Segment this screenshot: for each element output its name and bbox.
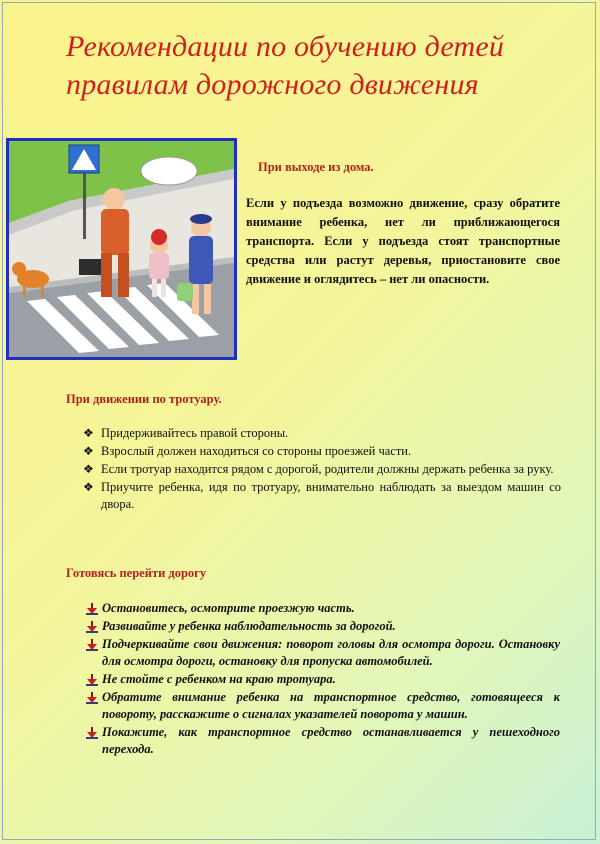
section-heading-leaving-home: При выходе из дома. bbox=[258, 160, 374, 174]
list-item: Развивайте у ребенка наблюдательность за дорогой. bbox=[86, 618, 560, 635]
list-item: Покажите, как транспортное средство останавливается у пешеходного перехода. bbox=[86, 724, 560, 758]
section-heading-crossing: Готовясь перейти дорогу bbox=[66, 566, 207, 580]
list-item: ❖ Взрослый должен находиться со стороны проезжей части. bbox=[83, 444, 412, 458]
arrow-down-bullet-icon bbox=[86, 692, 98, 704]
section-paragraph-leaving-home: Если у подъезда возможно движение, сразу обратите внимание ребенка, нет ли приближающегося транспорта. Если у подъезда стоят транспортные средства или растут деревья, приостановите свое движение и оглядитесь – нет ли опасности. bbox=[246, 196, 560, 286]
arrow-down-bullet-icon bbox=[86, 639, 98, 651]
list-item: ❖ Если тротуар находится рядом с дорогой, родители должны держать ребенка за руку. bbox=[83, 462, 554, 476]
section-heading-sidewalk: При движении по тротуару. bbox=[66, 392, 222, 406]
arrow-down-bullet-icon bbox=[86, 603, 98, 615]
crossing-rules-list bbox=[86, 600, 560, 759]
diamond-bullet-icon: ❖ bbox=[83, 480, 94, 494]
arrow-down-bullet-icon bbox=[86, 674, 98, 686]
crosswalk-illustration bbox=[6, 138, 237, 360]
list-item: ❖ Придерживайтесь правой стороны. bbox=[83, 426, 289, 440]
crosswalk-scene bbox=[9, 141, 234, 357]
diamond-bullet-icon: ❖ bbox=[83, 426, 94, 440]
list-item: Остановитесь, осмотрите проезжую часть. bbox=[86, 600, 560, 617]
list-item: Обратите внимание ребенка на транспортное средство, готовящееся к повороту, расскажите о сигналах указателей поворота у машин. bbox=[86, 689, 560, 723]
diamond-bullet-icon: ❖ bbox=[83, 444, 94, 458]
arrow-down-bullet-icon bbox=[86, 727, 98, 739]
page-title: Рекомендации по обучению детей правилам дорожного движения bbox=[66, 30, 505, 101]
list-item: ❖ Приучите ребенка, идя по тротуару, внимательно наблюдать за выездом машин со двора. bbox=[83, 480, 561, 511]
sidewalk-rules-list bbox=[83, 425, 561, 514]
list-item: Не стойте с ребенком на краю тротуара. bbox=[86, 671, 560, 688]
diamond-bullet-icon: ❖ bbox=[83, 462, 94, 476]
list-item: Подчеркивайте свои движения: поворот головы для осмотра дороги. Остановку для осмотра дороги, остановку для пропуска автомобилей. bbox=[86, 636, 560, 670]
arrow-down-bullet-icon bbox=[86, 621, 98, 633]
